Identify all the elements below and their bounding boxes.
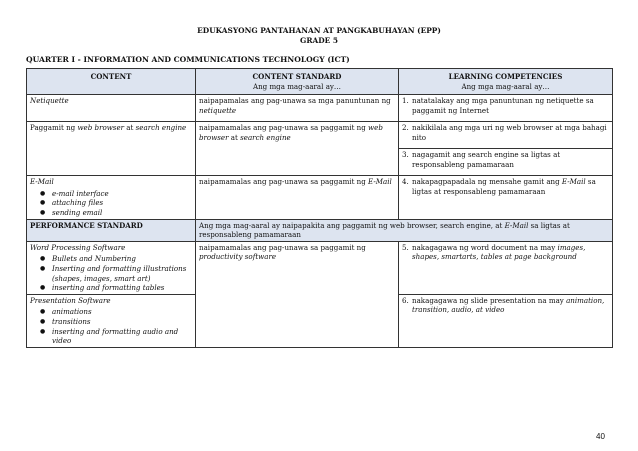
list-item: ● Inserting and formatting illustrations (shapes, images, smart art) [42, 264, 192, 283]
list-item: ● sending email [42, 208, 192, 218]
presentation-topic-list [30, 307, 192, 345]
content-cell-word-processing: Word Processing Software ● Bullets and Numbering ● Inserting and formatting illustrations (shapes, images, smart art) ● inserting and formatting tables [27, 241, 196, 294]
list-item: ● transitions [42, 317, 192, 327]
list-item: ● inserting and formatting audio and video [42, 327, 192, 346]
list-item: ● e-mail interface [42, 189, 192, 199]
header-content-standard: CONTENT STANDARD Ang mga mag-aaral ay… [196, 69, 399, 95]
content-cell-presentation: Presentation Software ● animations ● transitions ● inserting and formatting audio and video [27, 294, 196, 347]
competency-1: 1. natatalakay ang mga panuntunan ng netiquette sa paggamit ng Internet [399, 95, 613, 122]
competency-6: 6. nakagagawa ng slide presentation na may animation, transition, audio, at video [399, 294, 613, 347]
content-cell-netiquette: Netiquette [27, 95, 196, 122]
performance-standard-row [27, 219, 613, 241]
standard-cell-email: naipamamalas ang pag-unawa sa paggamit ng E-Mail [196, 176, 399, 219]
standard-cell-netiquette: naipapamalas ang pag-unawa sa mga panuntunan ng netiquette [196, 95, 399, 122]
competency-3: 3. nagagamit ang search engine sa ligtas at responsableng pamamaraan [399, 149, 613, 176]
curriculum-table [26, 68, 613, 348]
list-item: ● Bullets and Numbering [42, 254, 192, 264]
table-row [27, 95, 613, 122]
list-item: ● inserting and formatting tables [42, 283, 192, 293]
email-topic-list [30, 189, 192, 218]
standard-cell-productivity: naipamamalas ang pag-unawa sa paggamit ng productivity software [196, 241, 399, 347]
table-row [27, 122, 613, 149]
competency-2: 2. nakikilala ang mga uri ng web browser at mga bahagi nito [399, 122, 613, 149]
performance-standard-label: PERFORMANCE STANDARD [27, 219, 196, 241]
header-content: CONTENT [27, 69, 196, 95]
table-header-row [27, 69, 613, 95]
document-title: EDUKASYONG PANTAHANAN AT PANGKABUHAYAN (EPP) [197, 26, 441, 35]
quarter-title: QUARTER I - INFORMATION AND COMMUNICATIONS TECHNOLOGY (ICT) [26, 55, 350, 64]
content-cell-browser: Paggamit ng web browser at search engine [27, 122, 196, 176]
list-item: ● animations [42, 307, 192, 317]
word-processing-topic-list [30, 254, 192, 292]
table-row [27, 241, 613, 294]
standard-cell-browser: naipamamalas ang pag-unawa sa paggamit ng web browser at search engine [196, 122, 399, 176]
performance-standard-text: Ang mga mag-aaral ay naipapakita ang paggamit ng web browser, search engine, at E-Mail sa ligtas at responsableng pamamaraan [196, 219, 613, 241]
content-cell-email: E-Mail ● e-mail interface ● attaching files ● sending email [27, 176, 196, 219]
table-row [27, 176, 613, 219]
page-number: 40 [596, 432, 605, 441]
competency-5: 5. nakagagawa ng word document na may images, shapes, smartarts, tables at page background [399, 241, 613, 294]
header-learning-competencies: LEARNING COMPETENCIES Ang mga mag-aaral ay… [399, 69, 613, 95]
grade-label: GRADE 5 [300, 36, 338, 45]
competency-4: 4. nakapagpapadala ng mensahe gamit ang E-Mail sa ligtas at responsableng pamamaraan [399, 176, 613, 219]
list-item: ● attaching files [42, 198, 192, 208]
